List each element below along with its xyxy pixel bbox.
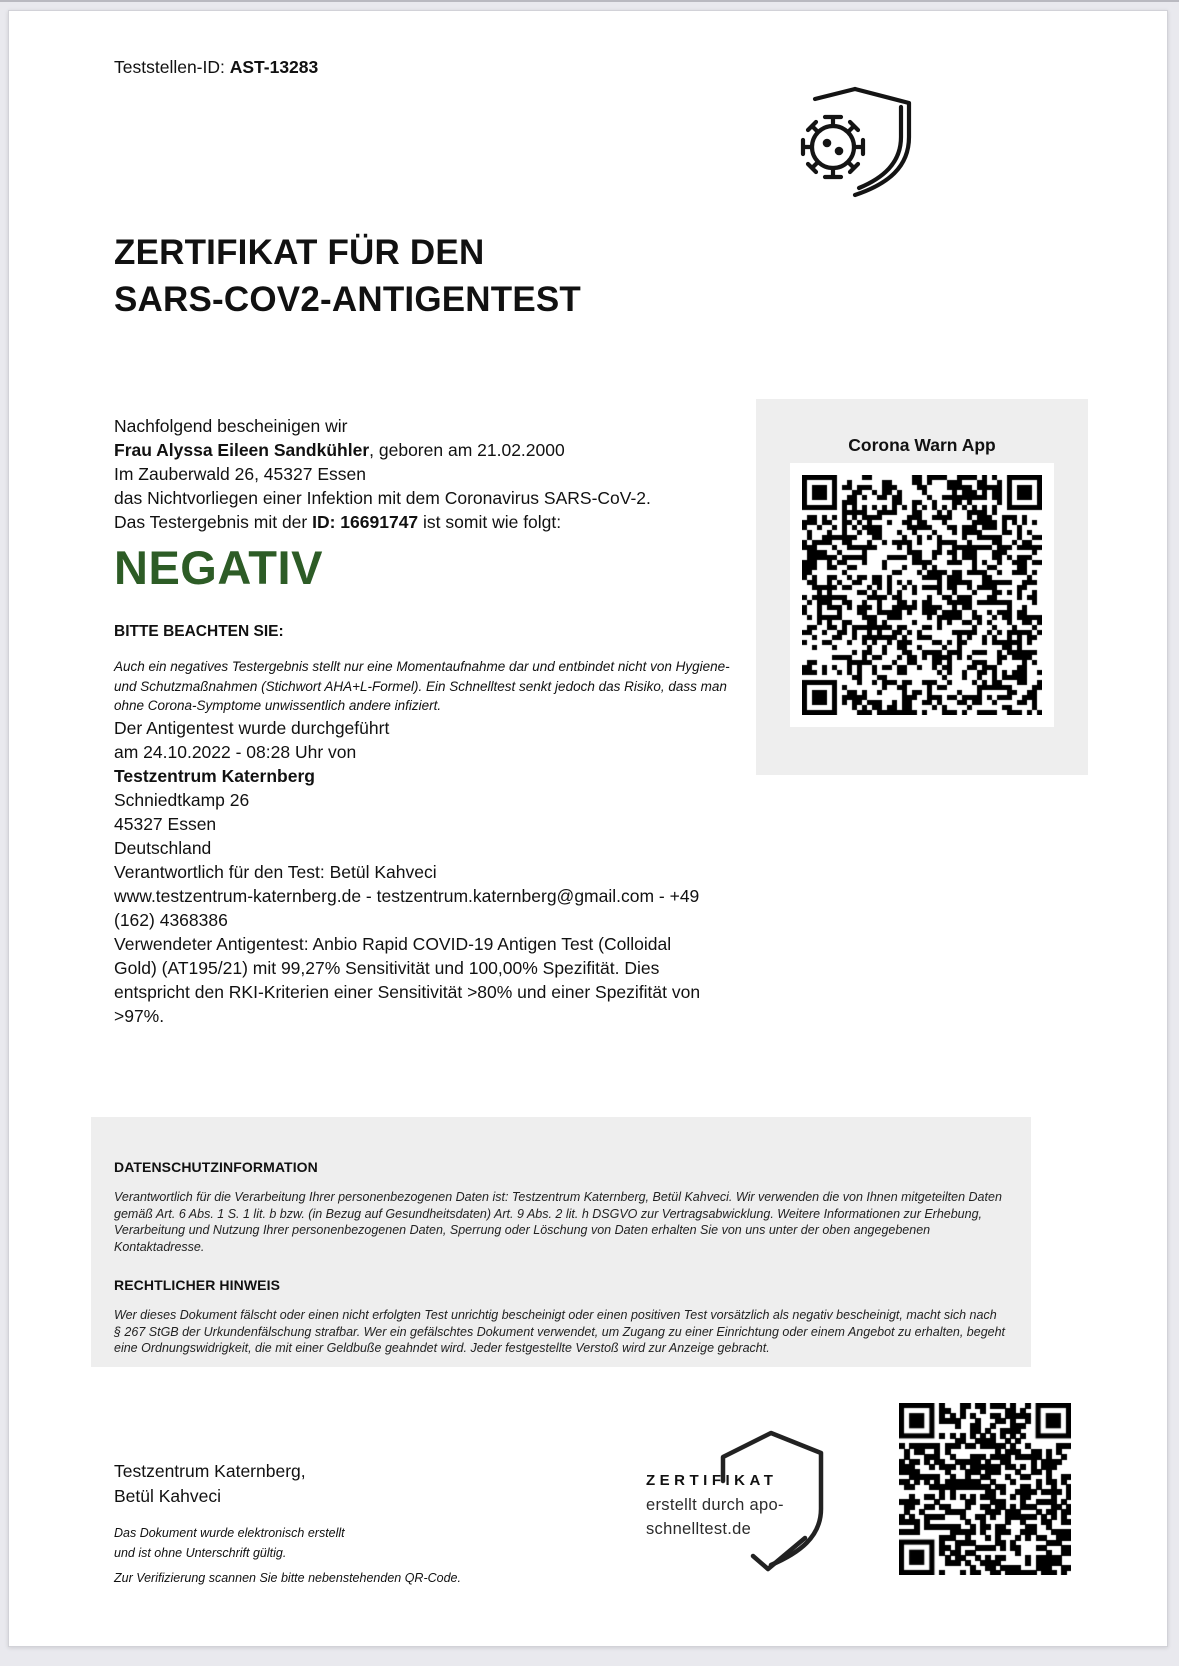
footer-note-line1: Das Dokument wurde elektronisch erstellt bbox=[114, 1526, 345, 1540]
legal-heading: RECHTLICHER HINWEIS bbox=[114, 1277, 281, 1293]
test-center-name: Testzentrum Katernberg bbox=[114, 765, 315, 786]
notice-heading: BITTE BEACHTEN SIE: bbox=[114, 623, 284, 640]
performed-datetime: am 24.10.2022 - 08:28 Uhr von bbox=[114, 741, 357, 762]
person-name: Frau Alyssa Eileen Sandkühler bbox=[114, 440, 370, 460]
virus-shield-icon bbox=[791, 81, 919, 201]
test-center-address bbox=[114, 764, 726, 884]
teststellen-id-value: AST-13283 bbox=[229, 57, 319, 77]
antigen-test-info: Verwendeter Antigentest: Anbio Rapid COVID-19 Antigen Test (Colloidal Gold) (AT195/21) mit 99,27% Sensitivität und 100,00% Spezifität. Dies entspricht den RKI-Kriterien einer Sensitivität >80% und einer Spezifität von >97%. bbox=[114, 933, 701, 1026]
certificate-title-line1: ZERTIFIKAT FÜR DEN bbox=[114, 233, 485, 272]
test-center-city: 45327 Essen bbox=[114, 813, 217, 834]
certificate-body bbox=[114, 414, 730, 1028]
footer-verification-note: Zur Verifizierung scannen Sie bitte nebenstehenden QR-Code. bbox=[114, 1571, 461, 1585]
attestation-paragraph bbox=[114, 414, 726, 534]
result-intro-pre: Das Testergebnis mit der bbox=[114, 512, 313, 532]
corona-warn-qr-frame bbox=[790, 463, 1054, 727]
apo-logo-line3: schnelltest.de bbox=[646, 1520, 752, 1538]
performed-line1: Der Antigentest wurde durchgeführt bbox=[114, 717, 390, 738]
privacy-legal-box bbox=[91, 1117, 1031, 1367]
corona-warn-qr-code bbox=[802, 475, 1042, 715]
apo-logo-line2: erstellt durch apo- bbox=[646, 1496, 784, 1514]
footer-signer-line2: Betül Kahveci bbox=[114, 1486, 222, 1506]
notice-text: Auch ein negatives Testergebnis stellt nur eine Momentaufnahme dar und entbindet nicht von Hygiene- und Schutzmaßnahmen (Stichwort AHA+L-Formel). Ein Schnelltest senkt jedoch das Risiko, dass man ohne Corona-Symptome unwissentlich andere infiziert. bbox=[114, 659, 730, 713]
test-center-street: Schniedtkamp 26 bbox=[114, 789, 250, 810]
legal-text: Wer dieses Dokument fälscht oder einen nicht erfolgten Test unrichtig bescheinigt oder einen positiven Test vorsätzlich als negativ bescheinigt, macht sich nach § 267 StGB der Urkundenfälschung strafbar. Wer ein gefälschtes Dokument verwendet, um Zugang zu einer Einrichtung oder einem Angebot zu erhalten, begeht eine Ordnungswidrigkeit, die mit einer Geldbuße geahndet wird. Jeder festgestellte Verstoß wird zur Anzeige gebracht. bbox=[114, 1308, 1006, 1355]
test-center-contact: www.testzentrum-katernberg.de - testzentrum.katernberg@gmail.com - +49 (162) 4368386 bbox=[114, 885, 700, 930]
apo-logo-title: ZERTIFIKAT bbox=[646, 1472, 778, 1489]
verification-qr-code bbox=[899, 1403, 1071, 1575]
footer-electronic-note bbox=[114, 1523, 345, 1563]
corona-warn-app-box bbox=[756, 399, 1088, 775]
certificate-title-line2: SARS-COV2-ANTIGENTEST bbox=[114, 280, 582, 319]
performed-info bbox=[114, 716, 726, 764]
attestation-line1: Nachfolgend bescheinigen wir bbox=[114, 416, 348, 436]
attestation-line4: das Nichtvorliegen einer Infektion mit dem Coronavirus SARS-CoV-2. bbox=[114, 488, 651, 508]
corona-warn-app-title: Corona Warn App bbox=[848, 435, 996, 455]
apo-logo-text bbox=[646, 1469, 784, 1541]
test-id: ID: 16691747 bbox=[312, 512, 419, 532]
footer-note-line2: und ist ohne Unterschrift gültig. bbox=[114, 1546, 287, 1560]
teststellen-id bbox=[114, 57, 318, 78]
privacy-heading: DATENSCHUTZINFORMATION bbox=[114, 1159, 318, 1175]
test-center-country: Deutschland bbox=[114, 837, 212, 858]
privacy-text: Verantwortlich für die Verarbeitung Ihrer personenbezogenen Daten ist: Testzentrum Katernberg, Betül Kahveci. Wir verwenden die von Ihnen mitgeteilten Daten gemäß Art. 6 Abs. 1 S. 1 lit. b bzw. (in Bezug auf Gesundheitsdaten) Art. 9 Abs. 2 lit. h DSGVO zur Vertragsabwicklung. Weitere Informationen zur Erhebung, Verarbeitung und Nutzung Ihrer personenbezogenen Daten, Sperrung oder Löschung von Daten erhalten Sie von uns unter der oben angegebenen Kontaktadresse. bbox=[114, 1190, 1002, 1254]
person-address: Im Zauberwald 26, 45327 Essen bbox=[114, 464, 366, 484]
result-intro-post: ist somit wie folgt: bbox=[418, 512, 562, 532]
birthdate-text: , geboren am 21.02.2000 bbox=[369, 440, 565, 460]
certificate-page bbox=[8, 10, 1168, 1647]
teststellen-id-label: Teststellen-ID: bbox=[114, 57, 230, 77]
certificate-title bbox=[114, 229, 581, 323]
test-result: NEGATIV bbox=[114, 541, 323, 594]
test-center-responsible: Verantwortlich für den Test: Betül Kahveci bbox=[114, 861, 437, 882]
footer-signer bbox=[114, 1459, 306, 1509]
footer-signer-line1: Testzentrum Katernberg, bbox=[114, 1461, 306, 1481]
